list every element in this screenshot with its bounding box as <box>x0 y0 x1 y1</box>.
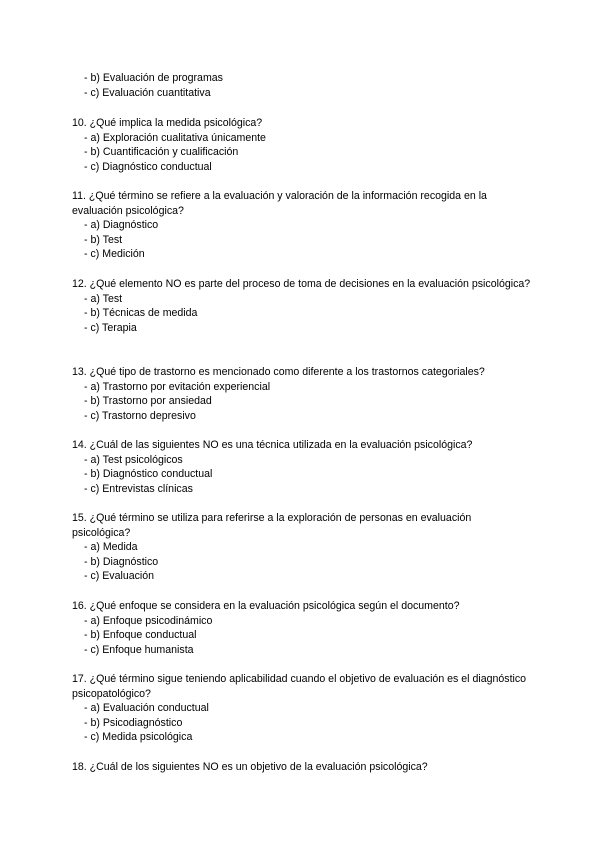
option-c: - c) Enfoque humanista <box>84 643 194 656</box>
option-a: - a) Test psicológicos <box>84 453 183 466</box>
question-text: 17. ¿Qué término sigue teniendo aplicabilidad cuando el objetivo de evaluación es el diagnóstico psicopatológico? <box>72 673 527 700</box>
question-text: 18. ¿Cuál de los siguientes NO es un objetivo de la evaluación psicológica? <box>72 761 428 773</box>
question-12 <box>72 277 532 335</box>
option-b: - b) Trastorno por ansiedad <box>84 395 212 408</box>
question-text: 16. ¿Qué enfoque se considera en la evaluación psicológica según el documento? <box>72 600 460 612</box>
option-a: - a) Trastorno por evitación experiencial <box>84 380 271 393</box>
question-text: 10. ¿Qué implica la medida psicológica? <box>72 117 263 129</box>
option-b: - b) Diagnóstico <box>84 555 159 568</box>
option-a: - a) Medida <box>84 541 138 554</box>
question-14 <box>72 438 532 496</box>
option-b: - b) Cuantificación y cualificación <box>84 146 239 159</box>
option-b: - b) Técnicas de medida <box>84 307 198 320</box>
question-15 <box>72 511 532 584</box>
question-text: 11. ¿Qué término se refiere a la evaluación y valoración de la información recogida en la evaluación psicológica? <box>72 190 487 217</box>
option-b: - b) Diagnóstico conductual <box>84 468 213 481</box>
option-a: - a) Exploración cualitativa únicamente <box>84 131 266 144</box>
continued-options <box>72 71 532 100</box>
option-a: - a) Diagnóstico <box>84 219 159 232</box>
question-11 <box>72 189 532 262</box>
option-a: - a) Test <box>84 292 123 305</box>
option-c: - c) Evaluación cuantitativa <box>84 86 211 99</box>
option-b: - b) Enfoque conductual <box>84 629 197 642</box>
option-a: - a) Enfoque psicodinámico <box>84 614 213 627</box>
question-10 <box>72 116 532 174</box>
option-c: - c) Evaluación <box>84 570 155 583</box>
question-13 <box>72 365 532 423</box>
option-b: - b) Psicodiagnóstico <box>84 716 183 729</box>
option-b: - b) Test <box>84 233 123 246</box>
question-text: 13. ¿Qué tipo de trastorno es mencionado como diferente a los trastornos categoriales? <box>72 366 485 378</box>
question-text: 15. ¿Qué término se utiliza para referirse a la exploración de personas en evaluación psicológica? <box>72 512 472 539</box>
question-18 <box>72 760 532 775</box>
option-c: - c) Trastorno depresivo <box>84 409 196 422</box>
option-c: - c) Medición <box>84 248 145 261</box>
option-c: - c) Medida psicológica <box>84 731 193 744</box>
question-16 <box>72 599 532 657</box>
option-c: - c) Terapia <box>84 321 137 334</box>
question-text: 14. ¿Cuál de las siguientes NO es una técnica utilizada en la evaluación psicológica? <box>72 439 473 451</box>
option-c: - c) Diagnóstico conductual <box>84 160 212 173</box>
option-a: - a) Evaluación conductual <box>84 702 209 715</box>
option-c: - c) Entrevistas clínicas <box>84 482 193 495</box>
option-b: - b) Evaluación de programas <box>84 72 223 84</box>
question-17 <box>72 672 532 745</box>
question-text: 12. ¿Qué elemento NO es parte del proceso de toma de decisiones en la evaluación psicológica? <box>72 278 531 290</box>
